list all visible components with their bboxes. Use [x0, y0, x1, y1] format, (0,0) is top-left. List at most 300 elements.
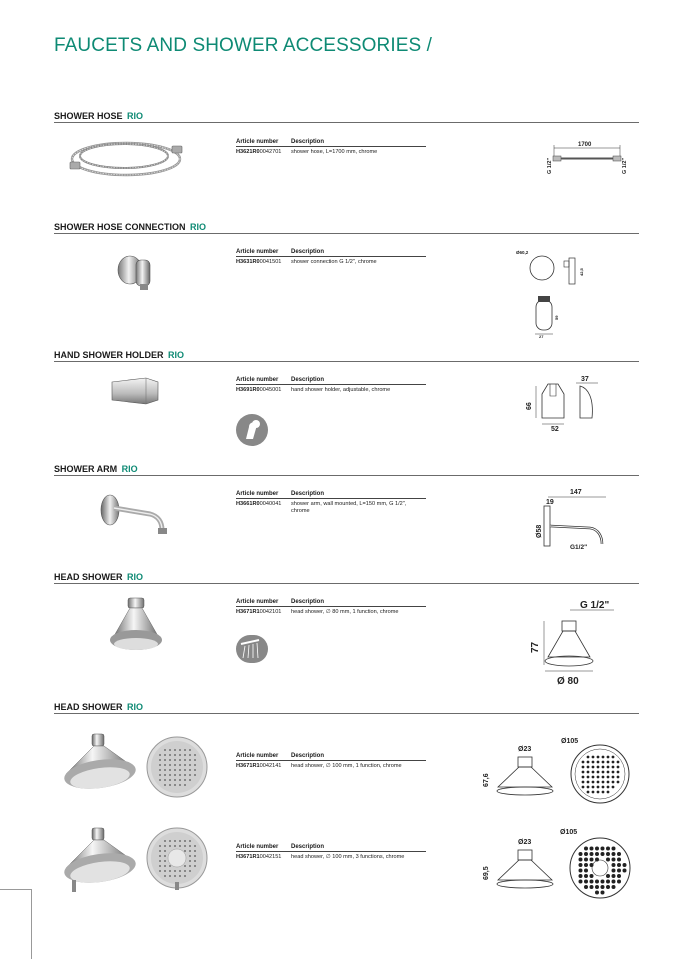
nozzle-dot — [601, 885, 605, 889]
nozzle-dot — [602, 766, 605, 769]
dim-width: 52 — [551, 426, 559, 433]
table-row — [236, 385, 426, 394]
shower-hose-drawing — [540, 138, 632, 178]
nozzle-dot — [595, 891, 599, 895]
article-number-suffix: 0040041 — [259, 501, 282, 507]
page-tab-marker — [0, 889, 32, 959]
section-brand: RIO — [126, 111, 143, 121]
nozzle-dot — [159, 850, 161, 852]
nozzle-dot — [174, 840, 176, 842]
nozzle-dot — [164, 860, 166, 862]
nozzle-dot — [612, 874, 616, 878]
nozzle-dot — [164, 865, 166, 867]
nozzle-dot — [184, 749, 186, 751]
nozzle-dot — [169, 764, 171, 766]
article-number-prefix: H3671R1 — [236, 854, 260, 860]
nozzle-dot — [164, 784, 166, 786]
section-brand: RIO — [126, 572, 143, 582]
nozzle-dot — [602, 786, 605, 789]
nozzle-dot — [607, 761, 610, 764]
nozzle-dot — [184, 875, 186, 877]
dim-thread: G1/2" — [570, 544, 588, 551]
table-row — [236, 147, 426, 156]
col-article-number: Article number — [236, 491, 279, 497]
nozzle-dot — [623, 863, 627, 867]
article-description: head shower, ∅ 80 mm, 1 function, chrome — [291, 609, 399, 615]
col-description: Description — [291, 844, 325, 850]
dim-diameter: Ø60,2 — [516, 250, 529, 255]
nozzle-dot — [159, 774, 161, 776]
nozzle-dot — [582, 786, 585, 789]
handshower-feature-icon — [235, 413, 269, 447]
nozzle-dot — [159, 860, 161, 862]
nozzle-dot — [602, 791, 605, 794]
section-header-head-shower — [54, 567, 639, 584]
col-description: Description — [291, 491, 325, 497]
article-description: shower hose, L=1700 mm, chrome — [291, 149, 378, 155]
nozzle-dot — [194, 865, 196, 867]
nozzle-dot — [184, 769, 186, 771]
nozzle-dot — [174, 845, 176, 847]
nozzle-dot — [194, 860, 196, 862]
article-table-head-shower-100-b — [236, 844, 426, 861]
nozzle-dot — [164, 779, 166, 781]
nozzle-dot — [579, 863, 583, 867]
nozzle-dot — [184, 870, 186, 872]
nozzle-dot — [601, 891, 605, 895]
nozzle-dot — [606, 858, 610, 862]
nozzle-dot — [590, 874, 594, 878]
article-number-suffix: 0042701 — [259, 149, 282, 155]
nozzle-dot — [582, 766, 585, 769]
section-brand: RIO — [126, 702, 143, 712]
article-table-head-shower-80 — [236, 599, 426, 616]
nozzle-dot — [169, 875, 171, 877]
nozzle-dot — [584, 885, 588, 889]
nozzle-dot — [189, 850, 191, 852]
nozzle-dot — [602, 776, 605, 779]
nozzle-dot — [617, 880, 621, 884]
nozzle-dot — [169, 779, 171, 781]
nozzle-dot — [579, 880, 583, 884]
article-number-prefix: H3691R0 — [236, 387, 260, 393]
article-number-suffix: 0042101 — [259, 609, 282, 615]
nozzle-dot — [174, 870, 176, 872]
nozzle-dot — [174, 769, 176, 771]
nozzle-dot — [164, 840, 166, 842]
nozzle-dot — [612, 761, 615, 764]
nozzle-dot — [164, 850, 166, 852]
section-name: SHOWER ARM — [54, 464, 118, 474]
dim-thread-right: G 1/2" — [622, 157, 628, 174]
nozzle-dot — [179, 870, 181, 872]
nozzle-dot — [184, 865, 186, 867]
nozzle-dot — [590, 847, 594, 851]
nozzle-dot — [612, 847, 616, 851]
nozzle-dot — [606, 874, 610, 878]
col-article-number: Article number — [236, 599, 279, 605]
nozzle-dot — [587, 781, 590, 784]
section-brand: RIO — [121, 464, 138, 474]
hand-shower-holder-image — [106, 376, 164, 406]
nozzle-dot — [189, 860, 191, 862]
nozzle-dot — [590, 858, 594, 862]
nozzle-dot — [595, 885, 599, 889]
nozzle-dot — [194, 850, 196, 852]
nozzle-dot — [174, 754, 176, 756]
nozzle-dot — [597, 761, 600, 764]
dim-length: 1700 — [578, 142, 592, 148]
nozzle-dot — [590, 863, 594, 867]
nozzle-dot — [584, 880, 588, 884]
nozzle-dot — [587, 786, 590, 789]
nozzle-dot — [587, 771, 590, 774]
nozzle-dot — [159, 764, 161, 766]
nozzle-dot — [159, 870, 161, 872]
dim-height: 69,5 — [483, 866, 490, 880]
nozzle-dot — [617, 761, 620, 764]
col-article-number: Article number — [236, 753, 279, 759]
nozzle-dot — [169, 774, 171, 776]
nozzle-dot — [617, 771, 620, 774]
nozzle-dot — [184, 759, 186, 761]
nozzle-dot — [592, 791, 595, 794]
nozzle-dot — [612, 756, 615, 759]
nozzle-dot — [597, 791, 600, 794]
nozzle-dot — [584, 874, 588, 878]
col-description: Description — [291, 249, 325, 255]
dim-diameter: Ø58 — [536, 524, 543, 538]
nozzle-dot — [590, 852, 594, 856]
nozzle-dot — [169, 754, 171, 756]
nozzle-dot — [194, 855, 196, 857]
nozzle-dot — [169, 840, 171, 842]
nozzle-dot — [169, 759, 171, 761]
nozzle-dot — [194, 769, 196, 771]
shower-connection-drawing — [515, 248, 585, 340]
article-number-suffix: 0041501 — [259, 259, 282, 265]
nozzle-dot — [174, 779, 176, 781]
nozzle-dot — [592, 776, 595, 779]
nozzle-dot — [612, 869, 616, 873]
nozzle-dot — [189, 749, 191, 751]
section-name: HEAD SHOWER — [54, 572, 123, 582]
dim-height-1: 42,5 — [579, 268, 584, 276]
nozzle-dot — [164, 749, 166, 751]
section-name: SHOWER HOSE CONNECTION — [54, 222, 186, 232]
nozzle-dot — [164, 769, 166, 771]
nozzle-dot — [597, 786, 600, 789]
nozzle-dot — [607, 776, 610, 779]
nozzle-dot — [607, 756, 610, 759]
nozzle-dot — [617, 852, 621, 856]
nozzle-dot — [597, 781, 600, 784]
nozzle-dot — [584, 852, 588, 856]
dim-thread-left: G 1/2" — [547, 157, 553, 174]
section-brand: RIO — [167, 350, 184, 360]
nozzle-dot — [174, 875, 176, 877]
article-number-suffix: 0042141 — [259, 763, 282, 769]
nozzle-dot — [179, 764, 181, 766]
nozzle-dot — [164, 754, 166, 756]
nozzle-dot — [617, 766, 620, 769]
nozzle-dot — [592, 756, 595, 759]
nozzle-dot — [184, 784, 186, 786]
nozzle-dot — [189, 769, 191, 771]
article-description: head shower, ∅ 100 mm, 3 functions, chrome — [291, 854, 405, 860]
nozzle-dot — [164, 870, 166, 872]
nozzle-dot — [194, 764, 196, 766]
nozzle-dot — [179, 875, 181, 877]
article-table-shower-hose-connection — [236, 249, 426, 266]
head-shower-100-b-drawing — [480, 826, 640, 906]
nozzle-dot — [602, 756, 605, 759]
nozzle-dot — [584, 847, 588, 851]
nozzle-dot — [601, 880, 605, 884]
nozzle-dot — [579, 852, 583, 856]
nozzle-dot — [179, 845, 181, 847]
nozzle-dot — [587, 776, 590, 779]
col-description: Description — [291, 599, 325, 605]
nozzle-dot — [597, 771, 600, 774]
dim-height-2: 59 — [554, 315, 559, 320]
nozzle-dot — [179, 779, 181, 781]
nozzle-dot — [169, 769, 171, 771]
col-article-number: Article number — [236, 844, 279, 850]
nozzle-dot — [169, 784, 171, 786]
nozzle-dot — [179, 759, 181, 761]
nozzle-dot — [179, 754, 181, 756]
table-row — [236, 852, 426, 861]
head-shower-100-face-image — [145, 735, 209, 799]
nozzle-dot — [189, 774, 191, 776]
nozzle-dot — [602, 771, 605, 774]
dim-face-diameter: Ø105 — [561, 738, 579, 745]
nozzle-dot — [592, 771, 595, 774]
section-header-hand-shower-holder — [54, 345, 639, 362]
nozzle-dot — [184, 774, 186, 776]
nozzle-dot — [184, 850, 186, 852]
nozzle-dot — [584, 863, 588, 867]
dim-top-diameter: Ø23 — [518, 839, 532, 846]
article-description-cont: chrome — [291, 508, 310, 514]
nozzle-dot — [612, 781, 615, 784]
nozzle-dot — [592, 761, 595, 764]
dim-diameter: Ø 80 — [557, 676, 579, 687]
nozzle-dot — [607, 791, 610, 794]
nozzle-dot — [595, 880, 599, 884]
nozzle-dot — [189, 764, 191, 766]
dim-width: 27 — [539, 334, 544, 339]
table-row — [236, 257, 426, 266]
nozzle-dot — [189, 845, 191, 847]
nozzle-dot — [179, 749, 181, 751]
nozzle-dot — [189, 865, 191, 867]
nozzle-dot — [612, 776, 615, 779]
article-description: hand shower holder, adjustable, chrome — [291, 387, 391, 393]
nozzle-dot — [179, 774, 181, 776]
spray-function-icon — [235, 634, 269, 664]
nozzle-dot — [617, 874, 621, 878]
nozzle-dot — [592, 786, 595, 789]
nozzle-dot — [601, 847, 605, 851]
article-description: shower connection G 1/2", chrome — [291, 259, 377, 265]
table-row — [236, 499, 426, 515]
nozzle-dot — [179, 840, 181, 842]
nozzle-dot — [595, 852, 599, 856]
nozzle-dot — [184, 779, 186, 781]
nozzle-dot — [194, 759, 196, 761]
nozzle-dot — [184, 845, 186, 847]
head-shower-80-image — [104, 594, 168, 658]
nozzle-dot — [194, 845, 196, 847]
article-table-shower-arm — [236, 491, 426, 515]
nozzle-dot — [159, 769, 161, 771]
nozzle-dot — [174, 759, 176, 761]
nozzle-dot — [617, 863, 621, 867]
nozzle-dot — [587, 791, 590, 794]
section-name: HAND SHOWER HOLDER — [54, 350, 164, 360]
nozzle-dot — [582, 776, 585, 779]
nozzle-dot — [169, 870, 171, 872]
article-number-prefix: H3671R1 — [236, 763, 260, 769]
nozzle-dot — [189, 779, 191, 781]
article-number-prefix: H3621R0 — [236, 149, 260, 155]
col-description: Description — [291, 377, 325, 383]
section-header-shower-hose-connection — [54, 217, 639, 234]
col-article-number: Article number — [236, 377, 279, 383]
shower-arm-drawing — [532, 486, 612, 552]
article-table-shower-hose — [236, 139, 426, 156]
nozzle-dot — [587, 766, 590, 769]
nozzle-dot — [617, 869, 621, 873]
table-row — [236, 761, 426, 770]
nozzle-dot — [590, 880, 594, 884]
dim-face-diameter: Ø105 — [560, 829, 578, 836]
article-table-head-shower-100-a — [236, 753, 426, 770]
nozzle-dot — [164, 774, 166, 776]
section-header-shower-hose — [54, 106, 639, 123]
nozzle-dot — [159, 754, 161, 756]
nozzle-dot — [174, 774, 176, 776]
article-number-prefix: H3661R0 — [236, 501, 260, 507]
dim-thread: G 1/2" — [580, 600, 610, 611]
nozzle-dot — [159, 759, 161, 761]
nozzle-dot — [189, 840, 191, 842]
page-title: FAUCETS AND SHOWER ACCESSORIES / — [54, 35, 432, 56]
dim-depth: 37 — [581, 376, 589, 383]
nozzle-dot — [607, 771, 610, 774]
nozzle-dot — [189, 754, 191, 756]
nozzle-dot — [590, 885, 594, 889]
dim-height: 67,6 — [483, 773, 490, 787]
nozzle-dot — [612, 766, 615, 769]
shower-hose-image — [62, 136, 190, 182]
nozzle-dot — [617, 776, 620, 779]
nozzle-dot — [595, 847, 599, 851]
nozzle-dot — [602, 761, 605, 764]
nozzle-dot — [587, 761, 590, 764]
nozzle-dot — [612, 885, 616, 889]
nozzle-dot — [164, 875, 166, 877]
col-article-number: Article number — [236, 249, 279, 255]
head-shower-100-3f-face-image — [145, 826, 209, 890]
article-table-hand-shower-holder — [236, 377, 426, 394]
article-number-prefix: H3671R1 — [236, 609, 260, 615]
hand-shower-holder-drawing — [522, 374, 612, 434]
dim-offset: 19 — [546, 499, 554, 506]
col-article-number: Article number — [236, 139, 279, 145]
nozzle-dot — [595, 858, 599, 862]
section-name: HEAD SHOWER — [54, 702, 123, 712]
nozzle-dot — [607, 766, 610, 769]
shower-arm-image — [98, 492, 178, 540]
section-brand: RIO — [189, 222, 206, 232]
nozzle-dot — [617, 858, 621, 862]
nozzle-dot — [169, 845, 171, 847]
nozzle-dot — [194, 754, 196, 756]
nozzle-dot — [164, 855, 166, 857]
nozzle-dot — [582, 781, 585, 784]
nozzle-dot — [612, 858, 616, 862]
nozzle-dot — [179, 769, 181, 771]
nozzle-dot — [189, 759, 191, 761]
col-description: Description — [291, 753, 325, 759]
nozzle-dot — [184, 764, 186, 766]
nozzle-dot — [174, 764, 176, 766]
nozzle-dot — [584, 869, 588, 873]
head-shower-100-3f-side-image — [58, 826, 142, 894]
nozzle-dot — [597, 766, 600, 769]
article-number-suffix: 0045001 — [259, 387, 282, 393]
nozzle-dot — [159, 845, 161, 847]
nozzle-dot — [169, 865, 171, 867]
section-header-shower-arm — [54, 459, 639, 476]
dim-height: 66 — [526, 402, 533, 410]
nozzle-dot — [606, 847, 610, 851]
head-shower-100-side-image — [58, 732, 142, 796]
nozzle-dot — [607, 786, 610, 789]
nozzle-dot — [179, 784, 181, 786]
nozzle-dot — [164, 764, 166, 766]
nozzle-dot — [606, 880, 610, 884]
nozzle-dot — [579, 869, 583, 873]
section-name: SHOWER HOSE — [54, 111, 123, 121]
nozzle-dot — [184, 840, 186, 842]
nozzle-dot — [582, 761, 585, 764]
article-number-suffix: 0042151 — [259, 854, 282, 860]
nozzle-dot — [582, 771, 585, 774]
nozzle-dot — [159, 865, 161, 867]
dim-length: 147 — [570, 489, 582, 496]
nozzle-dot — [164, 845, 166, 847]
nozzle-dot — [587, 756, 590, 759]
col-description: Description — [291, 139, 325, 145]
nozzle-dot — [606, 852, 610, 856]
nozzle-dot — [607, 781, 610, 784]
section-header-head-shower-100 — [54, 697, 639, 714]
nozzle-dot — [612, 786, 615, 789]
dim-height: 77 — [530, 641, 541, 653]
nozzle-dot — [606, 885, 610, 889]
nozzle-dot — [189, 855, 191, 857]
nozzle-dot — [159, 855, 161, 857]
nozzle-dot — [189, 870, 191, 872]
nozzle-dot — [184, 754, 186, 756]
head-shower-100-a-drawing — [480, 735, 640, 811]
article-description: shower arm, wall mounted, L=150 mm, G 1/2", — [291, 501, 407, 507]
dim-top-diameter: Ø23 — [518, 746, 532, 753]
